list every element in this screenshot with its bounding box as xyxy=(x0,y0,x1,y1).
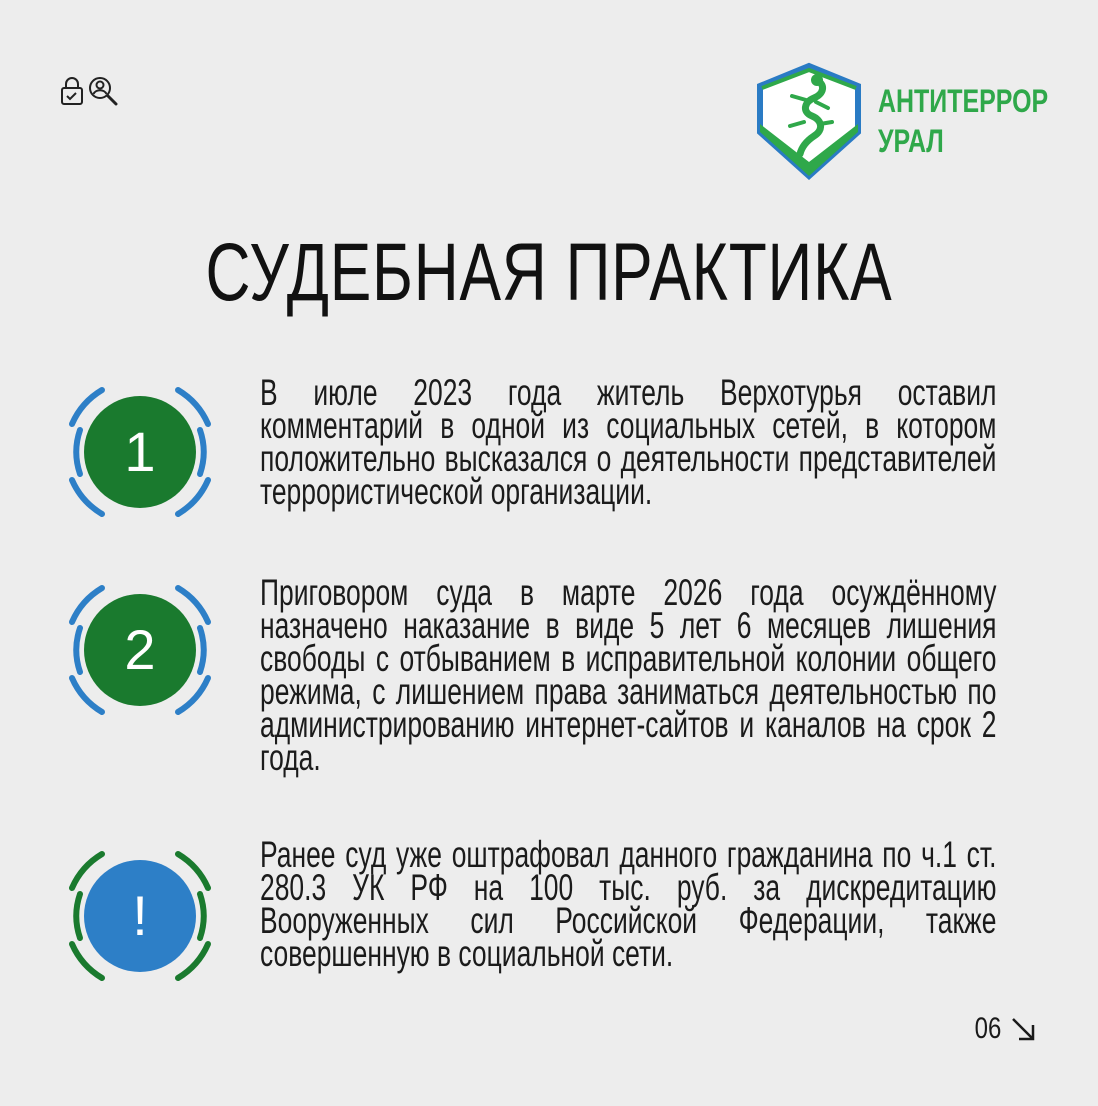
item-text-content: Ранее суд уже оштрафовал данного гражданина по ч.1 ст. 280.3 УК РФ на 100 тыс. руб. за дискредитацию Вооруженных сил Российской Федерации, также совершенную в социальной сети. xyxy=(260,834,997,974)
arrow-down-right-icon[interactable] xyxy=(1009,1015,1037,1043)
badge-number: 1 xyxy=(124,420,156,483)
alert-badge xyxy=(60,836,220,996)
header-icons xyxy=(60,76,120,106)
badge-number: 2 xyxy=(124,618,156,681)
item-text xyxy=(260,372,997,512)
logo-line-1: АНТИТЕРРОР xyxy=(878,83,1049,119)
item-text-content: Приговором суда в марте 2026 года осуждённому назначено наказание в виде 5 лет 6 месяцев лишения свободы с отбыванием в исправительной колонии общего режима, с лишением права заниматься деятельностью по администрированию интернет-сайтов и каналов на срок 2 года. xyxy=(260,572,997,778)
logo-text xyxy=(878,81,1048,161)
logo xyxy=(754,62,1096,180)
item-text xyxy=(260,572,997,778)
page-number: 06 xyxy=(974,1012,1002,1045)
lizard-shield-icon xyxy=(754,62,864,180)
item-text-content: В июле 2023 года житель Верхотурья оставил комментарий в одной из социальных сетей, в котором положительно высказался о деятельности представителей террористической организации. xyxy=(260,372,997,512)
page-title: СУДЕБНАЯ ПРАКТИКА xyxy=(205,227,893,318)
lock-check-icon xyxy=(60,76,84,106)
user-search-icon xyxy=(88,76,120,106)
number-badge xyxy=(60,570,220,730)
badge-number: ! xyxy=(132,884,148,947)
page-indicator xyxy=(968,1012,1037,1046)
logo-line-2: УРАЛ xyxy=(878,123,944,159)
number-badge xyxy=(60,372,220,532)
item-text xyxy=(260,834,997,974)
